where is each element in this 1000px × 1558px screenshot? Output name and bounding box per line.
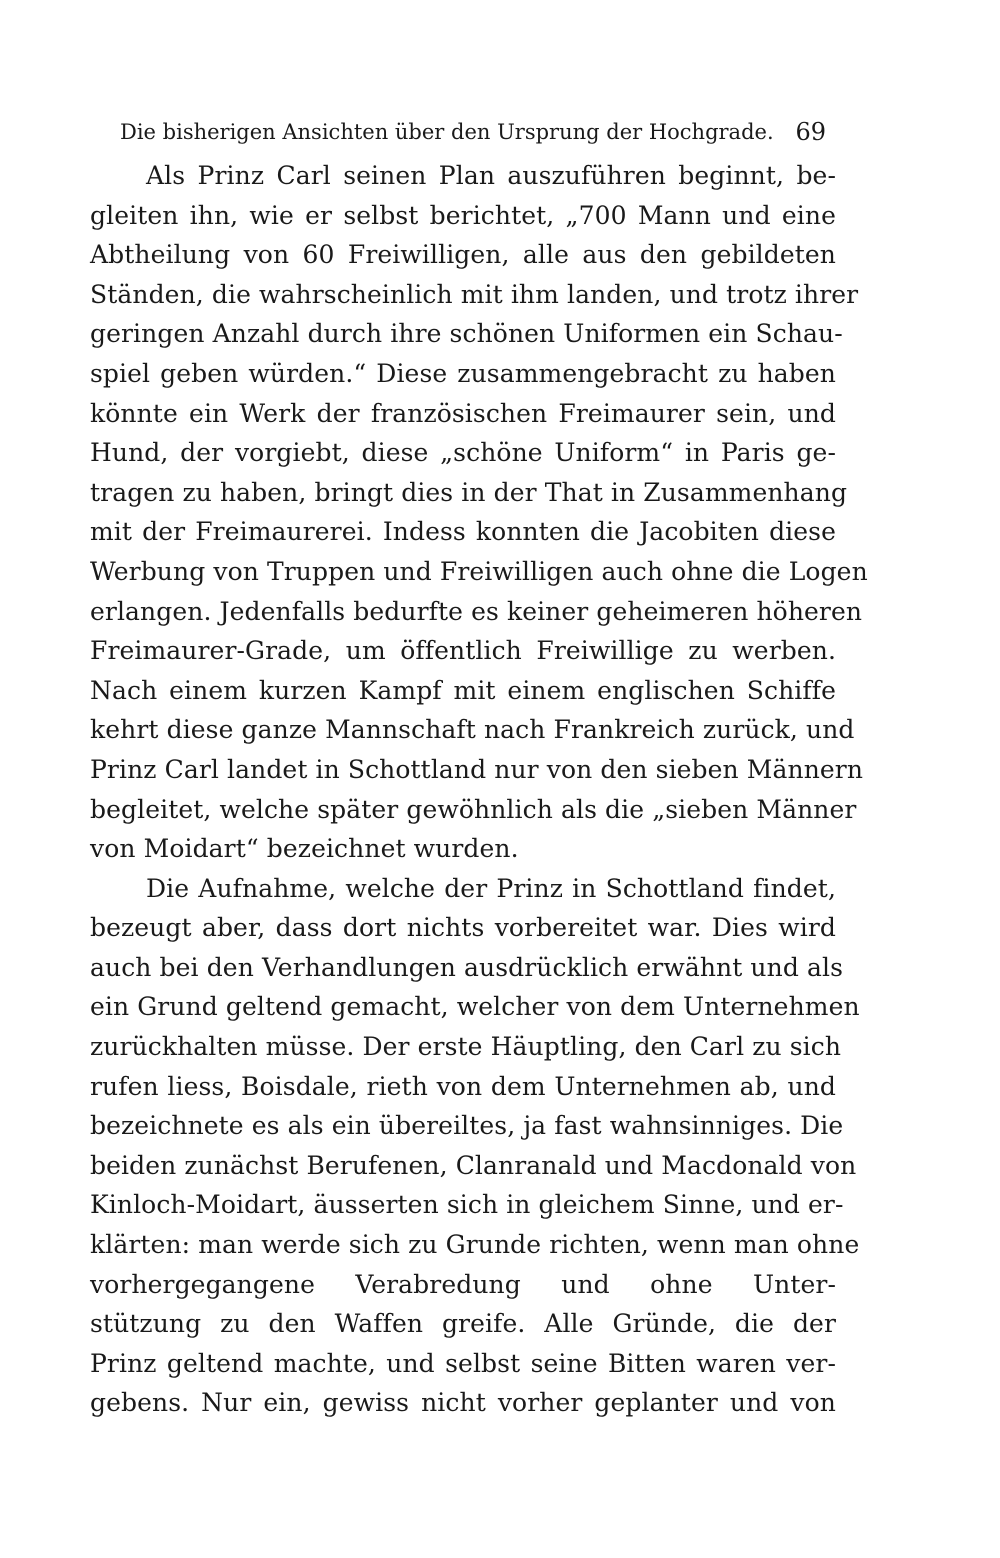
- text-line: bezeichnete es als ein übereiltes, ja fast wahnsinniges. Die: [90, 1111, 844, 1141]
- running-head: [120, 116, 826, 148]
- text-line: Die Aufnahme, welche der Prinz in Schottland findet,: [146, 873, 836, 903]
- text-line: Werbung von Truppen und Freiwilligen auch ohne die Logen: [90, 556, 868, 586]
- text-line: von Moidart“ bezeichnet wurden.: [90, 834, 519, 864]
- text-line: tragen zu haben, bringt dies in der That in Zusammenhang: [90, 477, 848, 507]
- text-line: Ständen, die wahrscheinlich mit ihm landen, und trotz ihrer: [90, 279, 859, 309]
- text-line: rufen liess, Boisdale, rieth von dem Unternehmen ab, und: [90, 1071, 836, 1101]
- page-number: 69: [795, 118, 826, 146]
- text-line: kehrt diese ganze Mannschaft nach Frankreich zurück, und: [90, 715, 855, 745]
- text-line: Abtheilung von 60 Freiwilligen, alle aus den gebildeten: [90, 240, 836, 270]
- text-line: Prinz geltend machte, und selbst seine Bitten waren ver-: [90, 1348, 836, 1378]
- text-line: vorhergegangene Verabredung und ohne Unter-: [90, 1269, 836, 1299]
- paragraph-2: [90, 869, 860, 1423]
- text-line: erlangen. Jedenfalls bedurfte es keiner geheimeren höheren: [90, 596, 863, 626]
- text-line: klärten: man werde sich zu Grunde richten, wenn man ohne: [90, 1230, 860, 1260]
- text-line: ein Grund geltend gemacht, welcher von dem Unternehmen: [90, 992, 860, 1022]
- text-line: bezeugt aber, dass dort nichts vorbereitet war. Dies wird: [90, 913, 836, 943]
- paragraph-1: [90, 156, 868, 869]
- text-line: geringen Anzahl durch ihre schönen Uniformen ein Schau-: [90, 319, 843, 349]
- text-line: stützung zu den Waffen greife. Alle Gründe, die der: [90, 1309, 836, 1339]
- text-line: Hund, der vorgiebt, diese „schöne Uniform“ in Paris ge-: [90, 438, 836, 468]
- text-line: begleitet, welche später gewöhnlich als die „sieben Männer: [90, 794, 857, 824]
- text-line: Als Prinz Carl seinen Plan auszuführen beginnt, be-: [146, 161, 836, 190]
- running-head-title: Die bisherigen Ansichten über den Ursprung der Hochgrade.: [120, 120, 774, 144]
- text-line: Nach einem kurzen Kampf mit einem englischen Schiffe: [90, 675, 836, 705]
- text-line: gebens. Nur ein, gewiss nicht vorher geplanter und von: [90, 1388, 836, 1418]
- text-line: mit der Freimaurerei. Indess konnten die Jacobiten diese: [90, 517, 836, 547]
- text-line: zurückhalten müsse. Der erste Häuptling, den Carl zu sich: [90, 1032, 842, 1062]
- text-line: gleiten ihn, wie er selbst berichtet, „700 Mann und eine: [90, 200, 836, 230]
- text-line: Kinloch-Moidart, äusserten sich in gleichem Sinne, und er-: [90, 1190, 844, 1220]
- text-line: auch bei den Verhandlungen ausdrücklich erwähnt und als: [90, 952, 844, 982]
- text-line: Prinz Carl landet in Schottland nur von den sieben Männern: [90, 754, 864, 784]
- body-text: [90, 156, 868, 1423]
- text-line: beiden zunächst Berufenen, Clanranald und Macdonald von: [90, 1150, 857, 1180]
- text-line: Freimaurer-Grade, um öffentlich Freiwillige zu werben.: [90, 636, 836, 666]
- text-line: spiel geben würden.“ Diese zusammengebracht zu haben: [90, 358, 836, 388]
- text-line: könnte ein Werk der französischen Freimaurer sein, und: [90, 398, 836, 428]
